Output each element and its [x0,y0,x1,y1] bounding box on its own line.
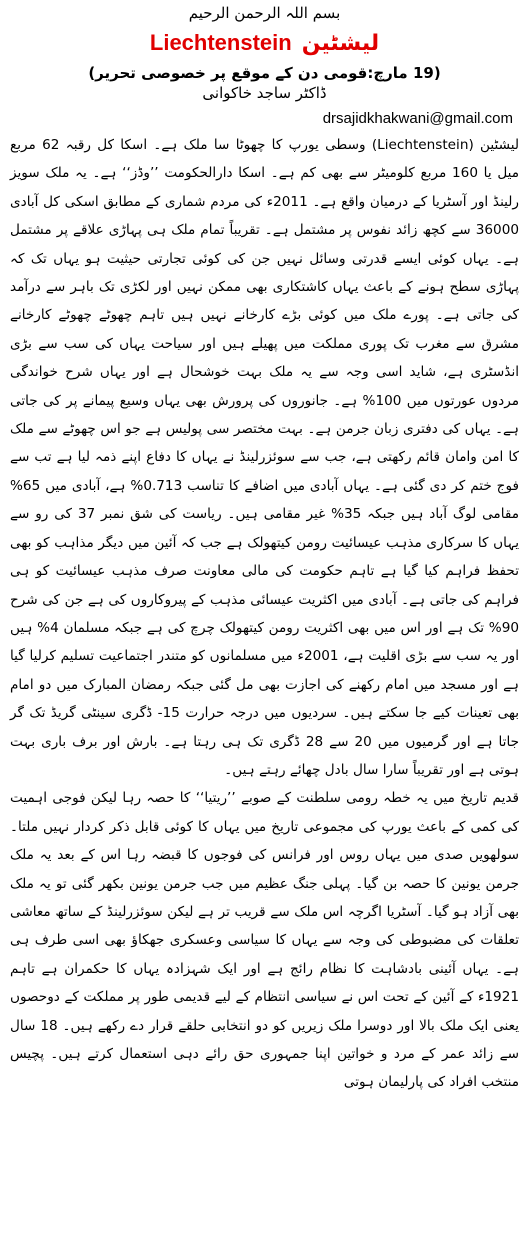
title-english: Liechtenstein [149,30,292,55]
article-header [0,0,529,102]
title-urdu: لیشٹین [301,31,380,56]
paragraph-2: قدیم تاریخ میں یہ خطہ رومی سلطنت کے صوبے ’’ریتیا‘‘ کا حصہ رہا لیکن فوجی اہمیت کی کمی کے باعث یورپ کی مجموعی تاریخ میں یہاں کا کوئی قابل ذکر کردار نہیں ملتا۔ سولھویں صدی میں یہاں روس اور فرانس کی فوجوں کا قبضہ رہا اس کے بعد یہ ملک جرمن یونین کا حصہ بن گیا۔ پہلی جنگ عظیم میں جب جرمن یونین بکھر گئی تو یہ ملک بھی آزاد ہو گیا۔ آسٹریا اگرچہ اس ملک سے قریب تر ہے لیکن سوئزرلینڈ کے ساتھ معاشی تعلقات کی مضبوطی کی وجہ سے یہاں کا سیاسی وعسکری جھکاؤ بھی اسی طرف ہی ہے۔ یہاں آئینی بادشاہت کا نظام رائج ہے اور ایک شہزادہ یہاں کا حکمران ہے تاہم 1921ء کے آئین کے تحت اس نے سیاسی انتظام کے لیے قدیمی طور پر مملکت کے دوحصوں یعنی ایک ملک بالا اور دوسرا ملک زیریں کو دو انتخابی حلقے قرار دے رکھے ہیں۔ 18 سال سے زائد عمر کے مرد و خواتین اپنا جمہوری حق رائے دہی استعمال کرتے ہیں۔ پچیس منتخب افراد کی پارلیمان ہوتی [10,790,519,1091]
author-email: drsajidkhakwani@gmail.com [322,110,513,127]
bismillah-heading: بسم اللہ الرحمن الرحیم [188,4,341,22]
article-subtitle: (19 مارچ:قومی دن کے موقع پر خصوصی تحریر) [88,64,441,82]
title-row [0,30,529,56]
author-name: ڈاکٹر ساجد خاکوانی [202,84,327,102]
article-body [0,131,529,1097]
paragraph-1: لیشٹین (Liechtenstein) وسطی یورپ کا چھوٹا سا ملک ہے۔ اسکا کل رقبہ 62 مربع میل یا 160 مربع کلومیٹر سے بھی کم ہے۔ اسکا دارالحکومت ’’وڈز‘‘ ہے۔ یہ ملک سویز رلینڈ اور آسٹریا کے درمیان واقع ہے۔ 2011ء کی مردم شماری کے مطابق اسکی کل آبادی 36000 سے کچھ زائد نفوس پر مشتمل ہے۔ تقریباً تمام ملک ہی پہاڑی علاقے پر مشتمل ہے۔ یہاں کوئی ایسے قدرتی وسائل نہیں جن کی کوئی تجارتی حیثیت ہو یہاں تک کہ پہاڑی سطح ہونے کے باعث یہاں کاشتکاری بھی ممکن نہیں اور لکڑی تک باہر سے درآمد کی جاتی ہے۔ پورے ملک میں کوئی بڑے کارخانے نہیں ہیں تاہم چھوٹے چھوٹے کارخانے مشرق سے مغرب تک پوری مملکت میں پھیلے ہیں اور سیاحت یہاں کی سب سے بڑی انڈسٹری ہے، شاید اسی وجہ سے یہ ملک بہت خوشحال ہے اور یہاں شرح خواندگی مردوں عورتوں میں 100% ہے۔ جانوروں کی پرورش بھی یہاں وسیع پیمانے پر کی جاتی ہے۔ یہاں کی دفتری زبان جرمن ہے۔ بہت مختصر سی پولیس ہے جو اس چھوٹے سے ملک کا امن وامان قائم رکھتی ہے، جب سے سوئزرلینڈ نے یہاں کا دفاع اپنے ذمہ لیا ہے تب سے فوج ختم کر دی گئی ہے۔ یہاں آبادی میں اضافے کا تناسب 0.713% ہے، آبادی میں 65% مقامی لوگ آباد ہیں جبکہ 35% غیر مقامی ہیں۔ ریاست کی شق نمبر 37 کی رو سے یہاں کا سرکاری مذہب عیسائیت رومن کیتھولک ہے جب کہ آئین میں دیگر مذاہب کو بھی تحفظ فراہم کیا گیا ہے تاہم حکومت کی مالی معاونت صرف مذہب عیسائیت کو ہی فراہم کی جاتی ہے۔ آبادی میں اکثریت عیسائی مذہب کے پیروکاروں کی ہے جن کی شرح 90% تک ہے اور اس میں بھی اکثریت رومن کیتھولک چرچ کی ہے جبکہ مسلمان 4% ہیں اور یہ سب سے بڑی اقلیت ہے، 2001ء میں مسلمانوں کو متندر اجتماعیت تسلیم کرلیا گیا ہے اور مسجد میں امام رکھنے کی اجازت بھی مل گئی جبکہ رمضان المبارک میں دو امام بھی تعینات کیے جا سکتے ہیں۔ سردیوں میں درجہ حرارت 15- ڈگری سینٹی گریڈ تک گر جاتا ہے اور گرمیوں میں 20 سے 28 ڈگری تک ہی رہتا ہے۔ بارش اور برف باری بہت ہوتی ہے اور تقریباً سارا سال بادل چھائے رہتے ہیں۔ [10,137,520,778]
